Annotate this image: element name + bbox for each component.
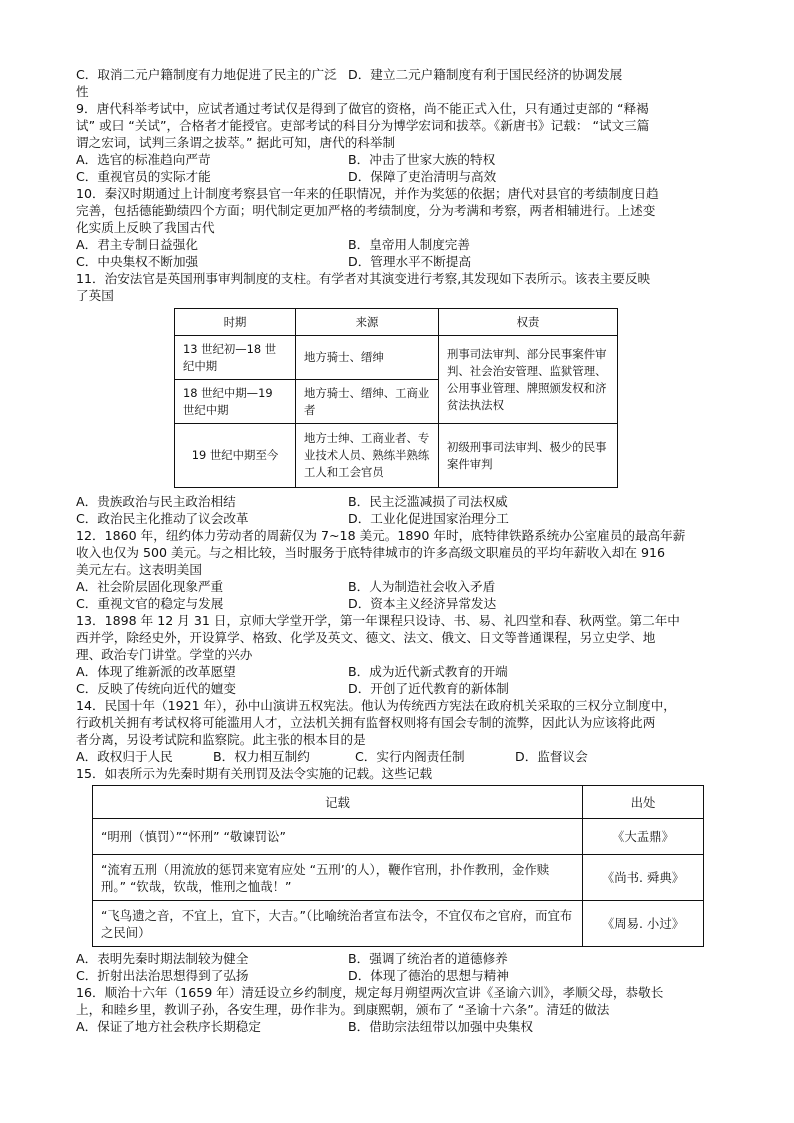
q14-stem-line: 行政机关拥有考试权将可能滥用人才，立法机关拥有监督权则将有国会专制的流弊，因此认为应该将此两 [76, 715, 656, 730]
q12-option-c: C．重视文官的稳定与发展 [76, 596, 224, 611]
q13-stem-line: 13．1898 年 12 月 31 日，京师大学堂开学，第一年课程只设诗、书、易、礼四堂和春、秋两堂。第二年中 [76, 613, 680, 628]
q8-options [76, 66, 724, 100]
q13-option-d: D．开创了近代教育的新体制 [348, 681, 509, 696]
q16-stem-line: 上，和睦乡里，教训子孙，各安生理，毋作非为。到康熙朝，颁布了 “圣谕十六条”。清廷的做法 [76, 1002, 610, 1017]
q9-option-a: A．选官的标准趋向严苛 [76, 152, 211, 167]
q15-header-record: 记载 [93, 786, 583, 819]
q9-stem-line: 9．唐代科举考试中，应试者通过考试仅是得到了做官的资格，尚不能正式入仕，只有通过吏部的 “释褐 [76, 101, 649, 116]
q11-cell-source: 地方骑士、缙绅 [296, 336, 439, 380]
q9-options [76, 151, 724, 185]
q12-stem-line: 收入也仅为 500 美元。与之相比较，当时服务于底特律城市的许多高级文职雇员的平均年薪收入却在 916 [76, 545, 666, 560]
q14-stem-line: 者分离，另设考试院和监察院。此主张的根本目的是 [76, 732, 366, 747]
q12-stem-line: 12．1860 年，纽约体力劳动者的周薪仅为 7~18 美元。1890 年时，底特律铁路系统办公室雇员的最高年薪 [76, 528, 686, 543]
q15-table [92, 785, 704, 947]
exam-page [76, 66, 724, 1035]
q10-stem-line: 完善，包括德能勤绩四个方面；明代制定更加严格的考绩制度，分为考满和考察，两者相辅进行。上述变 [76, 203, 656, 218]
q11-cell-duty: 刑事司法审判、部分民事案件审判、社会治安管理、监狱管理、公用事业管理、牌照颁发权和济贫法执法权 [439, 336, 618, 424]
q11-cell-source: 地方士绅、工商业者、专业技术人员、熟练半熟练工人和工会官员 [296, 424, 439, 488]
q11-stem-line: 了英国 [76, 288, 114, 303]
q10-option-b: B．皇帝用人制度完善 [348, 237, 470, 252]
q15-cell-source: 《周易. 小过》 [583, 901, 704, 947]
question-11 [76, 270, 724, 527]
q11-cell-period: 19 世纪中期至今 [175, 424, 296, 488]
q12-stem-line: 美元左右。这表明美国 [76, 562, 202, 577]
question-9 [76, 100, 724, 185]
q11-header-source: 来源 [296, 309, 439, 336]
q12-option-a: A．社会阶层固化现象严重 [76, 579, 224, 594]
q13-stem-line: 理、政治专门讲堂。学堂的兴办 [76, 647, 253, 662]
q14-option-b: B．权力相互制约 [213, 749, 310, 764]
q12-option-b: B．人为制造社会收入矛盾 [348, 579, 496, 594]
q9-stem-line: 谓之宏词，试判三条谓之拔萃。” 据此可知，唐代的科举制 [76, 135, 396, 150]
q13-options [76, 663, 724, 697]
question-16 [76, 984, 724, 1035]
q15-option-a: A．表明先秦时期法制较为健全 [76, 951, 249, 966]
q9-option-d: D．保障了吏治清明与高效 [348, 169, 497, 184]
q9-stem-line: 试” 或曰 “关试”，合格者才能授官。吏部考试的科目分为博学宏词和拔萃。《新唐书》记载： “试文三篇 [76, 118, 650, 133]
q8-option-d: D．建立二元户籍制度有利于国民经济的协调发展 [348, 67, 623, 82]
q10-option-a: A．君主专制日益强化 [76, 237, 198, 252]
q11-cell-period: 13 世纪初—18 世纪中期 [175, 336, 296, 380]
q14-stem-line: 14．民国十年（1921 年），孙中山演讲五权宪法。他认为传统西方宪法在政府机关采取的三权分立制度中， [76, 698, 676, 713]
q10-stem-line: 10．秦汉时期通过上计制度考察县官一年来的任职情况，并作为奖惩的依据；唐代对县官的考绩制度日趋 [76, 186, 659, 201]
q11-stem-line: 11．治安法官是英国刑事审判制度的支柱。有学者对其演变进行考察,其发现如下表所示。该表主要反映 [76, 271, 651, 286]
q15-cell-record: “流宥五刑（用流放的惩罚来宽宥应处 “五刑’的人），鞭作官刑，扑作教刑，金作赎刑。” “钦哉，钦哉，惟刑之恤哉！” [93, 855, 583, 901]
q12-options [76, 578, 724, 612]
q14-option-a: A．政权归于人民 [76, 749, 173, 764]
q15-options [76, 950, 724, 984]
q14-option-c: C．实行内阁责任制 [355, 749, 465, 764]
q11-option-b: B．民主泛滥减损了司法权威 [348, 494, 508, 509]
q11-option-c: C．政治民主化推动了议会改革 [76, 511, 249, 526]
q10-option-d: D．管理水平不断提高 [348, 254, 472, 269]
q10-options [76, 236, 724, 270]
q11-table [174, 308, 618, 488]
q10-stem-line: 化实质上反映了我国古代 [76, 220, 215, 235]
q15-option-d: D．体现了德治的思想与精神 [348, 968, 509, 983]
question-12 [76, 527, 724, 612]
q15-header-source: 出处 [583, 786, 704, 819]
q12-option-d: D．资本主义经济异常发达 [348, 596, 497, 611]
q13-option-a: A．体现了维新派的改革愿望 [76, 664, 236, 679]
q9-option-b: B．冲击了世家大族的特权 [348, 152, 496, 167]
q13-option-c: C．反映了传统向近代的嬗变 [76, 681, 236, 696]
q15-stem-line: 15．如表所示为先秦时期有关刑罚及法令实施的记载。这些记载 [76, 766, 433, 781]
question-14 [76, 697, 724, 765]
q11-cell-duty: 初级刑事司法审判、极少的民事案件审判 [439, 424, 618, 488]
q11-header-duty: 权责 [439, 309, 618, 336]
q11-option-a: A．贵族政治与民主政治相结 [76, 494, 236, 509]
q14-options [76, 748, 724, 765]
question-10 [76, 185, 724, 270]
q15-cell-source: 《大盂鼎》 [583, 819, 704, 855]
q11-cell-source: 地方骑士、缙绅、工商业者 [296, 380, 439, 424]
q9-option-c: C．重视官员的实际才能 [76, 169, 211, 184]
q14-option-d: D．监督议会 [515, 749, 588, 764]
q11-option-d: D．工业化促进国家治理分工 [348, 511, 509, 526]
q13-stem-line: 西并学，除经史外，开设算学、格致、化学及英文、德文、法文、俄文、日文等普通课程，另立史学、地 [76, 630, 656, 645]
q16-options [76, 1018, 724, 1035]
q11-header-period: 时期 [175, 309, 296, 336]
q15-option-c: C．折射出法治思想得到了弘扬 [76, 968, 249, 983]
q15-cell-record: “明刑（慎罚）”“怀刑” “敬谏罚讼” [93, 819, 583, 855]
q15-cell-source: 《尚书. 舜典》 [583, 855, 704, 901]
question-15 [76, 765, 724, 984]
q11-cell-period: 18 世纪中期—19 世纪中期 [175, 380, 296, 424]
q13-option-b: B．成为近代新式教育的开端 [348, 664, 508, 679]
q15-cell-record: “飞鸟遗之音，不宜上，宜下，大吉。”（比喻统治者宣布法令，不宜仅布之官府，而宜布之民间） [93, 901, 583, 947]
q15-option-b: B．强调了统治者的道德修养 [348, 951, 508, 966]
q8-option-c: C．取消二元户籍制度有力地促进了民主的广泛性 [76, 67, 337, 99]
q16-option-a: A．保证了地方社会秩序长期稳定 [76, 1019, 261, 1034]
q16-stem-line: 16．顺治十六年（1659 年）清廷设立乡约制度，规定每月朔望两次宣讲《圣谕六训》，孝顺父母，恭敬长 [76, 985, 664, 1000]
q11-options [76, 493, 724, 527]
q16-option-b: B．借助宗法纽带以加强中央集权 [348, 1019, 533, 1034]
q10-option-c: C．中央集权不断加强 [76, 254, 199, 269]
question-13 [76, 612, 724, 697]
